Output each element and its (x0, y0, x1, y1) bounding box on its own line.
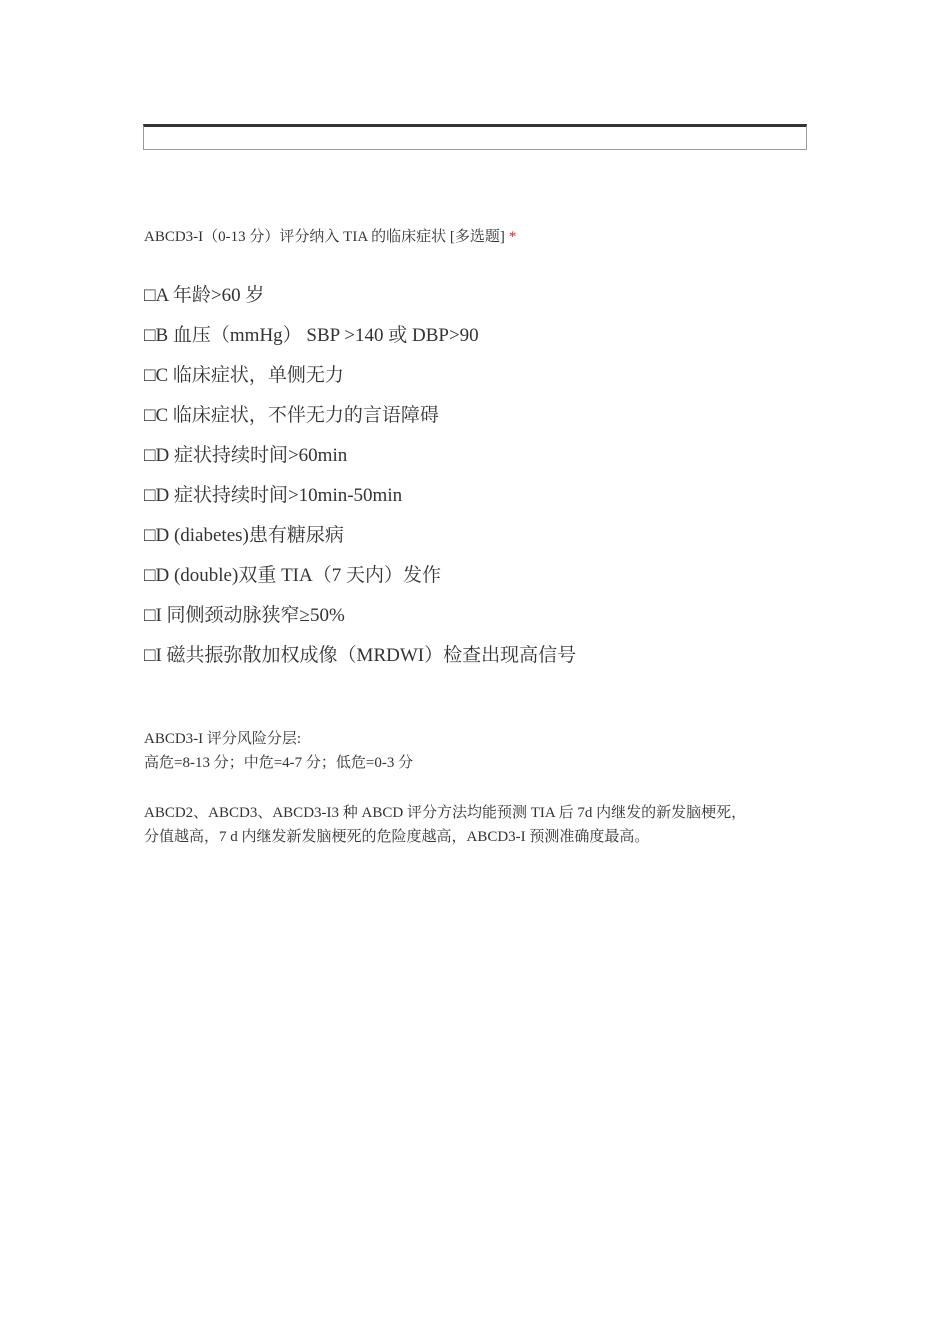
explanatory-note (144, 801, 824, 849)
option-double-tia[interactable]: □D (double)双重 TIA（7 天内）发作 (144, 565, 441, 586)
input-box[interactable] (143, 124, 807, 150)
option-duration-over-60[interactable]: □D 症状持续时间>60min (144, 445, 348, 466)
question-text: ABCD3-I（0-13 分）评分纳入 TIA 的临床症状 [多选题] (144, 229, 505, 245)
option-diabetes[interactable]: □D (diabetes)患有糖尿病 (144, 525, 344, 546)
question-title (144, 227, 516, 247)
option-carotid-stenosis[interactable]: □I 同侧颈动脉狭窄≥50% (144, 605, 345, 626)
option-duration-10-50[interactable]: □D 症状持续时间>10min-50min (144, 485, 403, 506)
option-list (144, 284, 576, 684)
option-age[interactable]: □A 年龄>60 岁 (144, 285, 265, 306)
option-blood-pressure[interactable]: □B 血压（mmHg） SBP >140 或 DBP>90 (144, 325, 479, 346)
option-mrdwi[interactable]: □I 磁共振弥散加权成像（MRDWI）检查出现高信号 (144, 645, 577, 666)
risk-stratification (144, 727, 413, 775)
risk-heading: ABCD3-I 评分风险分层: (144, 731, 302, 747)
required-mark: * (508, 229, 517, 245)
option-unilateral-weakness[interactable]: □C 临床症状，单侧无力 (144, 365, 344, 386)
note-line-2: 分值越高，7 d 内继发新发脑梗死的危险度越高，ABCD3-I 预测准确度最高。 (144, 829, 650, 845)
risk-levels: 高危=8-13 分；中危=4-7 分；低危=0-3 分 (144, 755, 414, 771)
option-speech-disturbance[interactable]: □C 临床症状，不伴无力的言语障碍 (144, 405, 439, 426)
note-line-1: ABCD2、ABCD3、ABCD3-I3 种 ABCD 评分方法均能预测 TIA 后 7d 内继发的新发脑梗死， (144, 805, 747, 821)
